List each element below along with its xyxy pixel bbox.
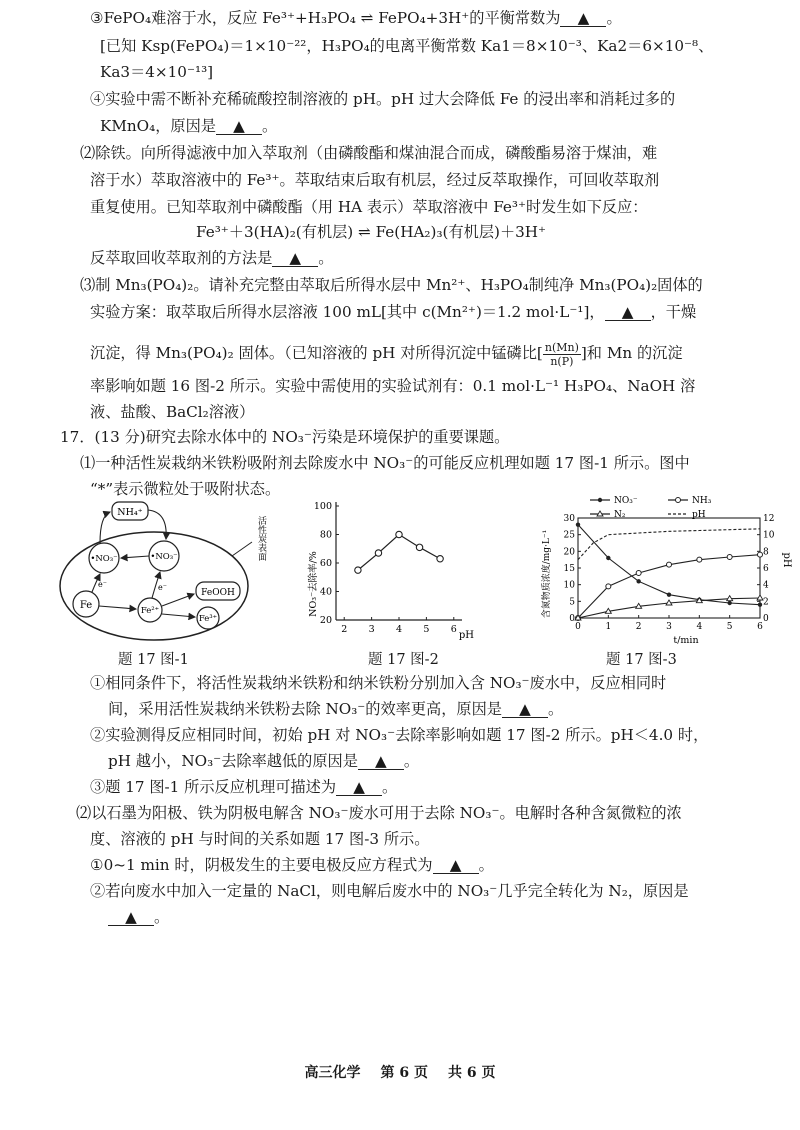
chart2-point [437,556,443,562]
part3-text-cont2: 沉淀，得 Mn₃(PO₄)₂ 固体。（已知溶液的 pH 对所得沉淀中锰磷比[ [90,344,543,362]
chart2-x-tick-label: 4 [395,624,403,635]
answer-blank[interactable]: ▲ [216,118,262,135]
chart3-point-nh3 [697,557,702,562]
answer-blank[interactable]: ▲ [605,304,651,321]
chart3-x-tick-label: 0 [575,622,581,632]
chart3-y-tick-label: 20 [563,547,575,558]
electron-label-1: e⁻ [98,580,107,589]
period: 。 [261,117,278,135]
period: 。 [403,752,420,770]
stripping-question: 反萃取回收萃取剂的方法是 [90,249,273,267]
q17-2-2-text: ②若向废水中加入一定量的 NaCl，则电解后废水中的 NO₃⁻几乎完全转化为 N₂，原因是 [90,882,689,900]
chart3-y-right-tick-label: 2 [763,597,769,608]
extraction-equation: Fe³⁺＋3(HA)₂(有机层) ⇌ Fe(HA₂)₃(有机层)＋3H⁺ [196,223,547,241]
q4-text: ④实验中需不断补充稀硫酸控制溶液的 pH。pH 过大会降低 Fe 的浸出率和消耗过多的 [90,90,676,108]
q3-text: ③FePO₄难溶于水，反应 Fe³⁺+H₃PO₄ ⇌ FePO₄+3H⁺的平衡常数为 [90,9,561,27]
chart2-y-tick-label: 60 [319,558,332,569]
chart2-ylabel: NO₃⁻去除率/% [308,551,319,617]
chart3-point-nh3 [667,562,672,567]
legend-ph: pH [692,510,706,520]
legend-nh3-marker [676,498,681,503]
chart2-series-line [358,535,440,571]
chart3-point-no3 [606,556,610,560]
part2-text-cont2: 重复使用。已知萃取剂中磷酸酯（用 HA 表示）萃取溶液中 Fe³⁺时发生如下反应： [90,198,648,216]
period: 。 [606,9,622,27]
part3-text: ⑶制 Mn₃(PO₄)₂。请补充完整由萃取后所得水层中 Mn²⁺、H₃PO₄制纯净 Mn₃(PO₄)₂固体的 [80,276,703,294]
chart3-ylabel-left: 含氮物质浓度/mg·L⁻¹ [542,529,552,619]
q17-part2-text-cont: 度、溶液的 pH 与时间的关系如题 17 图-3 所示。 [90,830,430,848]
chart3-y-right-tick-label: 12 [763,514,775,524]
period: 。 [154,908,170,926]
legend-n2: N₂ [614,510,626,520]
chart3-point-nh3 [758,552,763,557]
chart3-y-right-tick-label: 6 [763,564,769,574]
chart2-x-tick-label: 6 [450,624,457,635]
chart3-point-no3 [727,601,731,605]
chart2-point [375,550,381,556]
chart3-y-tick-label: 10 [563,580,575,591]
q17-part1-text: ⑴一种活性炭栽纳米铁粉吸附剂去除废水中 NO₃⁻的可能反应机理如题 17 图-1 所示。图中 [80,454,690,472]
chart3-ylabel-right: pH [781,552,792,568]
arrow-no3-to-no3 [121,556,149,558]
chart3-y-tick-label: 15 [563,564,575,574]
arrow-fe-to-fe2 [99,606,136,609]
chart3-point-nh3 [606,584,611,589]
answer-blank[interactable]: ▲ [433,857,479,874]
footer-page: 第 6 页 [380,1065,428,1081]
mechanism-diagram [56,494,286,644]
fe3-label: Fe³⁺ [198,614,218,624]
no3-adsorbed-1-label: •NO₃⁻ [90,554,118,564]
figure-17-1 [56,494,286,644]
answer-blank[interactable]: ▲ [336,779,382,796]
chart3-point-no3 [758,602,762,606]
chart3-point-nh3 [636,571,641,576]
chart2-y-tick-label: 20 [319,615,332,626]
footer-total: 共 6 页 [448,1065,496,1081]
chart3-y-tick-label: 25 [563,530,575,541]
figure-17-3 [538,490,790,646]
answer-blank[interactable]: ▲ [502,701,548,718]
q17-1-1-text-cont: 间，采用活性炭栽纳米铁粉去除 NO₃⁻的效率更高，原因是 [108,700,502,718]
chart3-x-tick-label: 2 [635,622,642,632]
period: 。 [548,700,564,718]
chart2-y-tick-label: 80 [319,529,332,541]
chart3-y-tick-label: 5 [569,597,575,608]
part2-text: ⑵除铁。向所得滤液中加入萃取剂（由磷酸酯和煤油混合而成，磷酸酯易溶于煤油，难 [80,144,658,162]
arrow-nh4-to-no3 [148,510,166,539]
chart3-y-right-tick-label: 4 [763,580,769,591]
chart3-y-right-tick-label: 10 [763,530,775,541]
chart3-legend [590,496,712,520]
fe2-label: Fe²⁺ [140,606,160,616]
q17-1-2-text-cont: pH 越小，NO₃⁻去除率越低的原因是 [108,752,358,770]
answer-blank[interactable]: ▲ [272,250,318,267]
chart2-point [396,531,402,537]
fraction-numerator: n(Mn) [544,340,579,354]
chart2-point [355,567,361,573]
chart3-y-tick-label: 30 [563,514,575,524]
part3-text-cont: 实验方案：取萃取后所得水层溶液 100 mL[其中 c(Mn²⁺)＝1.2 mol·L⁻¹]， [90,303,605,321]
chart2-y-tick-label: 40 [319,586,332,598]
chart2-y-tick-label: 100 [313,501,332,512]
feooh-label: FeOOH [201,588,235,598]
period: 。 [382,778,398,796]
answer-blank[interactable]: ▲ [108,909,154,926]
period: 。 [478,856,494,874]
part3-text-tail: ，干燥 [650,303,697,321]
carbon-surface-label: 活性炭表面 [256,516,266,561]
chart3-point-no3 [667,592,671,596]
part3-text-cont5: 液、盐酸、BaCl₂溶液） [90,403,255,421]
q17-title: 17．(13 分)研究去除水体中的 NO₃⁻污染是环境保护的重要课题。 [60,428,510,446]
nh4-label: NH₄⁺ [117,507,143,518]
page-footer [0,1062,800,1082]
arrow-fe2-to-feooh [162,594,194,606]
q17-2-1-text: ①0~1 min 时，阴极发生的主要电极反应方程式为 [90,856,433,874]
figure-17-3-caption: 题 17 图-3 [606,652,677,668]
given-data-line2: Ka3＝4×10⁻¹³] [100,63,214,81]
legend-no3: NO₃⁻ [614,496,638,506]
q17-1-1-text: ①相同条件下，将活性炭栽纳米铁粉和纳米铁粉分别加入含 NO₃⁻废水中，反应相同时 [90,674,667,692]
no3-adsorbed-2-label: •NO₃⁻ [150,552,178,562]
part3-text-cont3: ]和 Mn 的沉淀 [580,344,683,362]
chart3-point-no3 [636,579,640,583]
chart3-y-right-tick-label: 8 [763,547,769,558]
chart2-x-tick-label: 5 [423,624,430,635]
chart3-x-tick-label: 3 [666,622,672,632]
chart3-point-nh3 [727,555,732,560]
chart3-point-no3 [576,522,580,526]
chart-nitrogen-species-vs-time [538,490,790,646]
label-leader-line [232,542,252,556]
electron-label-2: e⁻ [158,583,167,592]
figure-17-1-caption: 题 17 图-1 [118,652,189,668]
chart2-xlabel: pH [458,630,474,641]
part3-text-cont4: 率影响如题 16 图-2 所示。实验中需使用的实验试剂有：0.1 mol·L⁻¹ H₃PO₄、NaOH 溶 [90,377,696,395]
part2-text-cont1: 溶于水）萃取溶液中的 Fe³⁺。萃取结束后取有机层，经过反萃取操作，可回收萃取剂 [90,171,660,189]
chart3-xlabel: t/min [673,635,699,646]
chart2-x-tick-label: 3 [368,624,375,635]
arrow-fe2-to-fe3 [162,614,195,617]
q17-part1-text-cont: “*”表示微粒处于吸附状态。 [90,480,281,498]
answer-blank[interactable]: ▲ [560,10,606,27]
figure-17-2 [302,496,482,644]
q4-text-cont: KMnO₄，原因是 [100,117,216,135]
figure-17-2-caption: 题 17 图-2 [368,652,439,668]
footer-subject: 高三化学 [304,1065,361,1081]
fraction-denominator: n(P) [550,354,574,368]
chart3-x-tick-label: 5 [726,622,733,632]
q17-1-2-text: ②实验测得反应相同时间，初始 pH 对 NO₃⁻去除率影响如题 17 图-2 所示。pH＜4.0 时， [90,726,709,744]
fe-label: Fe [79,600,93,611]
chart3-y-tick-label: 0 [569,614,575,624]
chart2-x-tick-label: 2 [341,624,348,635]
chart3-x-tick-label: 4 [696,622,703,632]
legend-nh3: NH₃ [692,496,712,506]
chart3-y-right-tick-label: 0 [763,614,769,624]
answer-blank[interactable]: ▲ [358,753,404,770]
chart3-x-tick-label: 6 [757,622,763,632]
q17-1-3-text: ③题 17 图-1 所示反应机理可描述为 [90,778,337,796]
legend-no3-marker [598,498,602,502]
given-data-line1: [已知 Ksp(FePO₄)＝1×10⁻²²，H₃PO₄的电离平衡常数 Ka1＝8×10⁻³、Ka2＝6×10⁻⁸、 [100,37,714,55]
chart-no3-removal-vs-ph [302,496,482,644]
q17-part2-text: ⑵以石墨为阳极、铁为阴极电解含 NO₃⁻废水可用于去除 NO₃⁻。电解时各种含氮微粒的浓 [76,804,682,822]
chart2-point [416,544,422,550]
period: 。 [318,249,334,267]
mn-p-ratio-fraction [543,341,581,368]
chart3-x-tick-label: 1 [605,622,612,632]
